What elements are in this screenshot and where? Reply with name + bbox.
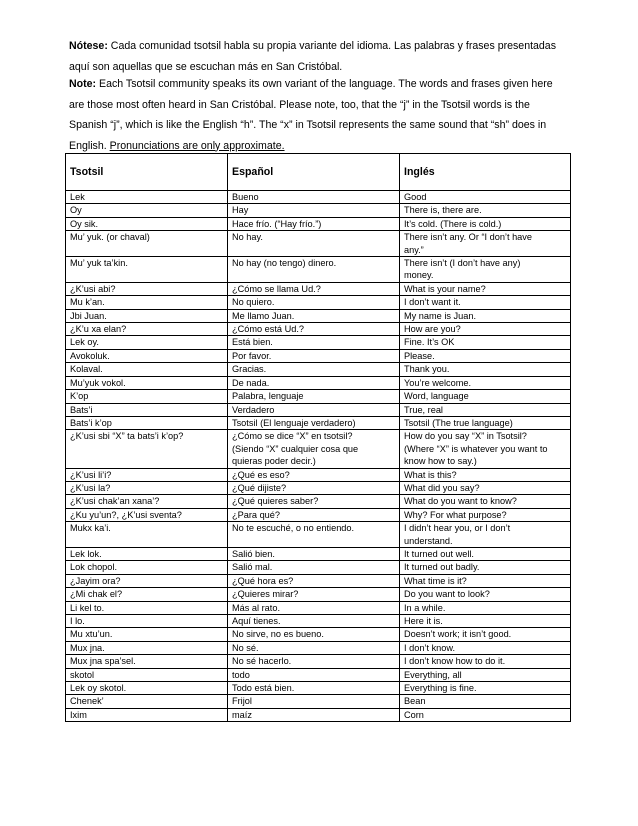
espanol-cell: ¿Qué es eso? (228, 468, 400, 481)
ingles-cell: What is this? (400, 468, 571, 481)
espanol-cell: ¿Para qué? (228, 508, 400, 521)
tsotsil-cell: ¿Ku yu’un?, ¿K’usi sventa? (66, 508, 228, 521)
ingles-cell: Fine. It’s OK (400, 336, 571, 349)
ingles-cell: I didn’t hear you, or I don’t understand. (400, 522, 571, 548)
table-row (66, 695, 571, 708)
table-row (66, 430, 571, 468)
espanol-cell: Aquí tienes. (228, 615, 400, 628)
tsotsil-cell: Lok chopol. (66, 561, 228, 574)
tsotsil-cell: ¿K’usi li’i? (66, 468, 228, 481)
table-header-row (66, 154, 571, 191)
espanol-cell: ¿Qué dijiste? (228, 481, 400, 494)
table-row (66, 231, 571, 257)
espanol-cell: Hay (228, 204, 400, 217)
ingles-cell: Do you want to look? (400, 588, 571, 601)
pronunciation-disclaimer: Pronunciations are only approximate. (109, 139, 285, 152)
table-row (66, 296, 571, 309)
espanol-cell: ¿Qué quieres saber? (228, 495, 400, 508)
ingles-cell: Please. (400, 349, 571, 362)
tsotsil-cell: Mu’ yuk ta’kin. (66, 257, 228, 283)
tsotsil-cell: ¿Jayim ora? (66, 574, 228, 587)
espanol-cell: ¿Cómo se llama Ud.? (228, 282, 400, 295)
table-row (66, 601, 571, 614)
table-row (66, 336, 571, 349)
espanol-cell: Todo está bien. (228, 682, 400, 695)
spanish-note-text: Cada comunidad tsotsil habla su propia variante del idioma. Las palabras y frases presentadas aquí son aquellas que se escuchan más en San Cristóbal. (69, 40, 556, 73)
table-row (66, 547, 571, 560)
ingles-cell: It turned out well. (400, 547, 571, 560)
espanol-cell: Salió bien. (228, 547, 400, 560)
tsotsil-cell: Lek (66, 191, 228, 204)
espanol-cell: Salió mal. (228, 561, 400, 574)
tsotsil-cell: Lek oy skotol. (66, 682, 228, 695)
table-row (66, 468, 571, 481)
espanol-cell: Frijol (228, 695, 400, 708)
tsotsil-cell: skotol (66, 668, 228, 681)
tsotsil-cell: Jbi Juan. (66, 309, 228, 322)
espanol-cell: No hay. (228, 231, 400, 257)
ingles-cell: There is, there are. (400, 204, 571, 217)
ingles-cell: Everything is fine. (400, 682, 571, 695)
tsotsil-cell: Kolaval. (66, 363, 228, 376)
espanol-cell: ¿Qué hora es? (228, 574, 400, 587)
ingles-cell: What time is it? (400, 574, 571, 587)
ingles-cell: What do you want to know? (400, 495, 571, 508)
ingles-cell: Everything, all (400, 668, 571, 681)
spanish-note (69, 36, 569, 77)
ingles-cell: How do you say “X” in Tsotsil? (Where “X” is whatever you want to know how to say.) (400, 430, 571, 468)
tsotsil-cell: ¿K’usi sbi “X” ta bats’i k’op? (66, 430, 228, 468)
ingles-cell: It’s cold. (There is cold.) (400, 217, 571, 230)
espanol-cell: ¿Cómo está Ud.? (228, 323, 400, 336)
tsotsil-cell: Chenek’ (66, 695, 228, 708)
ingles-cell: Thank you. (400, 363, 571, 376)
tsotsil-cell: Mu k’an. (66, 296, 228, 309)
espanol-cell: No sé. (228, 641, 400, 654)
tsotsil-cell: Mu’yuk vokol. (66, 376, 228, 389)
espanol-cell: todo (228, 668, 400, 681)
espanol-cell: Hace frío. (“Hay frío.”) (228, 217, 400, 230)
table-row (66, 349, 571, 362)
table-row (66, 628, 571, 641)
espanol-cell: ¿Quieres mirar? (228, 588, 400, 601)
espanol-cell: Por favor. (228, 349, 400, 362)
table-row (66, 655, 571, 668)
table-row (66, 323, 571, 336)
ingles-cell: Tsotsil (The true language) (400, 416, 571, 429)
header-ingles: Inglés (400, 154, 571, 191)
espanol-cell: No hay (no tengo) dinero. (228, 257, 400, 283)
tsotsil-cell: Mu’ yuk. (or chaval) (66, 231, 228, 257)
tsotsil-cell: Oy sik. (66, 217, 228, 230)
table-row (66, 416, 571, 429)
english-note-label: Note: (69, 78, 97, 90)
table-row (66, 508, 571, 521)
table-row (66, 641, 571, 654)
espanol-cell: No te escuché, o no entiendo. (228, 522, 400, 548)
table-row (66, 376, 571, 389)
espanol-cell: De nada. (228, 376, 400, 389)
table-row (66, 588, 571, 601)
table-row (66, 390, 571, 403)
ingles-cell: There isn’t any. Or “I don’t have any.” (400, 231, 571, 257)
table-row (66, 204, 571, 217)
table-row (66, 574, 571, 587)
espanol-cell: ¿Cómo se dice “X” en tsotsil? (Siendo “X” cualquier cosa que quieras poder decir.) (228, 430, 400, 468)
tsotsil-cell: Bats’i k’op (66, 416, 228, 429)
table-row (66, 615, 571, 628)
table-row (66, 191, 571, 204)
table-row (66, 403, 571, 416)
espanol-cell: No quiero. (228, 296, 400, 309)
table-row (66, 495, 571, 508)
espanol-cell: Más al rato. (228, 601, 400, 614)
espanol-cell: Bueno (228, 191, 400, 204)
table-row (66, 522, 571, 548)
header-espanol: Español (228, 154, 400, 191)
espanol-cell: maíz (228, 708, 400, 721)
ingles-cell: Here it is. (400, 615, 571, 628)
english-note (69, 74, 569, 156)
table-row (66, 217, 571, 230)
table-row (66, 257, 571, 283)
ingles-cell: What is your name? (400, 282, 571, 295)
header-tsotsil: Tsotsil (66, 154, 228, 191)
ingles-cell: Why? For what purpose? (400, 508, 571, 521)
tsotsil-cell: I lo. (66, 615, 228, 628)
table-row (66, 282, 571, 295)
espanol-cell: Está bien. (228, 336, 400, 349)
table-row (66, 561, 571, 574)
vocabulary-table (65, 153, 571, 722)
tsotsil-cell: Avokoluk. (66, 349, 228, 362)
espanol-cell: No sé hacerlo. (228, 655, 400, 668)
tsotsil-cell: Lek oy. (66, 336, 228, 349)
ingles-cell: I don’t want it. (400, 296, 571, 309)
table-row (66, 481, 571, 494)
espanol-cell: No sirve, no es bueno. (228, 628, 400, 641)
tsotsil-cell: Bats’i (66, 403, 228, 416)
tsotsil-cell: Ixim (66, 708, 228, 721)
tsotsil-cell: Mux jna. (66, 641, 228, 654)
tsotsil-cell: ¿Mi chak el? (66, 588, 228, 601)
table-row (66, 708, 571, 721)
ingles-cell: I don’t know. (400, 641, 571, 654)
tsotsil-cell: Li kel to. (66, 601, 228, 614)
table-row (66, 682, 571, 695)
ingles-cell: It turned out badly. (400, 561, 571, 574)
ingles-cell: You’re welcome. (400, 376, 571, 389)
tsotsil-cell: Mukx ka’i. (66, 522, 228, 548)
ingles-cell: Corn (400, 708, 571, 721)
table-row (66, 309, 571, 322)
tsotsil-cell: ¿K’usi abi? (66, 282, 228, 295)
spanish-note-label: Nótese: (69, 40, 108, 52)
english-note-text: Each Tsotsil community speaks its own variant of the language. The words and frases given here are those most often heard in San Cristóbal. Please note, too, that the “j” in the Tsotsil words is the Spanish “j”, which is like the English “h”. The “x” in Tsotsil represents the same sound that “sh” does in English. (69, 78, 553, 152)
tsotsil-cell: ¿K’usi chak’an xana’? (66, 495, 228, 508)
tsotsil-cell: ¿K’usi la? (66, 481, 228, 494)
ingles-cell: What did you say? (400, 481, 571, 494)
tsotsil-cell: Lek lok. (66, 547, 228, 560)
ingles-cell: How are you? (400, 323, 571, 336)
tsotsil-cell: ¿K’u xa elan? (66, 323, 228, 336)
tsotsil-cell: K’op (66, 390, 228, 403)
espanol-cell: Me llamo Juan. (228, 309, 400, 322)
ingles-cell: In a while. (400, 601, 571, 614)
table-row (66, 363, 571, 376)
espanol-cell: Gracias. (228, 363, 400, 376)
tsotsil-cell: Oy (66, 204, 228, 217)
ingles-cell: There isn’t (I don’t have any) money. (400, 257, 571, 283)
ingles-cell: Doesn’t work; it isn’t good. (400, 628, 571, 641)
ingles-cell: True, real (400, 403, 571, 416)
espanol-cell: Tsotsil (El lenguaje verdadero) (228, 416, 400, 429)
tsotsil-cell: Mu xtu’un. (66, 628, 228, 641)
ingles-cell: Word, language (400, 390, 571, 403)
ingles-cell: Good (400, 191, 571, 204)
espanol-cell: Palabra, lenguaje (228, 390, 400, 403)
espanol-cell: Verdadero (228, 403, 400, 416)
tsotsil-cell: Mux jna spa’sel. (66, 655, 228, 668)
ingles-cell: My name is Juan. (400, 309, 571, 322)
table-row (66, 668, 571, 681)
ingles-cell: I don’t know how to do it. (400, 655, 571, 668)
ingles-cell: Bean (400, 695, 571, 708)
